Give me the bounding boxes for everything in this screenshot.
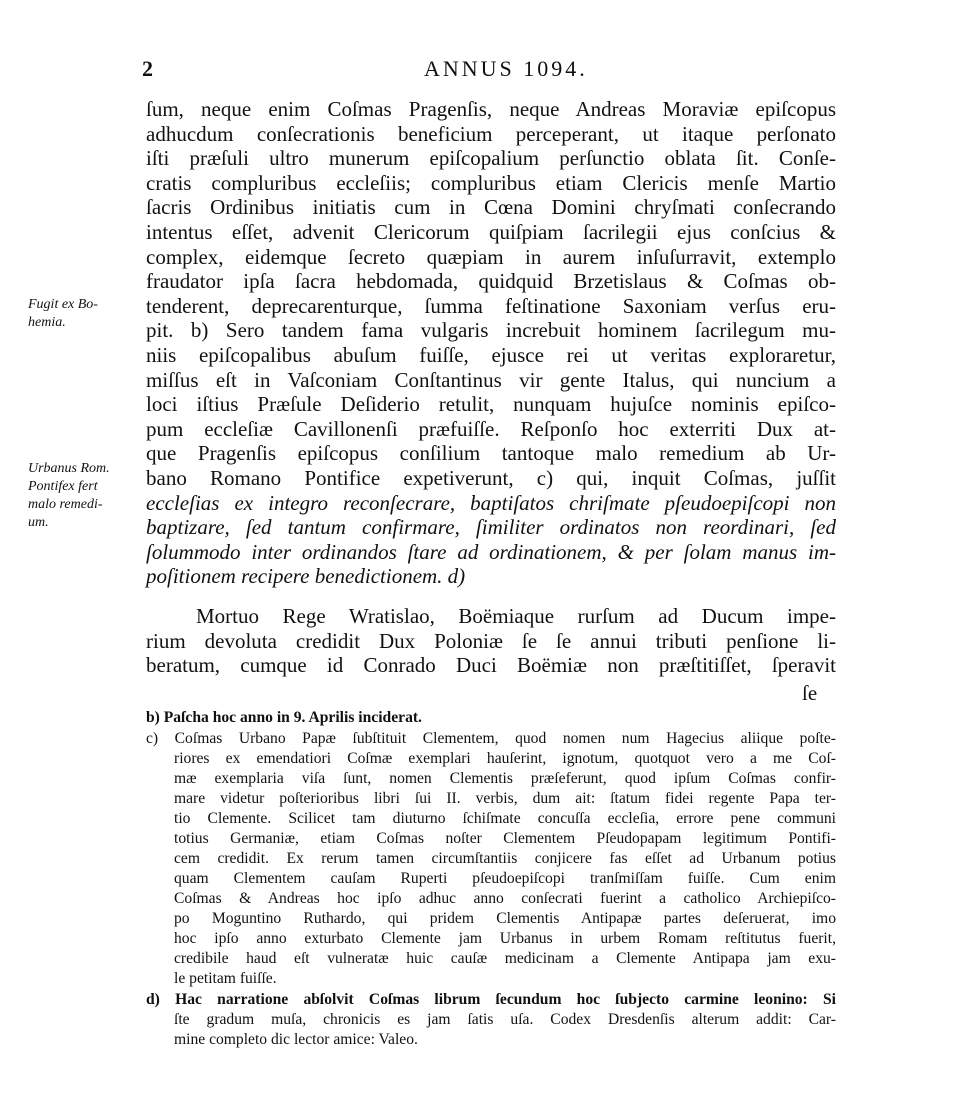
footnote-c xyxy=(146,729,836,989)
footnote-line: riores ex emendatiori Coſmæ exemplari hauſerint, ignotum, quotquot vero a me Coſ- xyxy=(174,750,836,767)
text-line: tenderent, deprecarenturque, ſumma feſtinatione Saxoniam verſus eru- xyxy=(146,293,836,318)
running-title: ANNUS 1094. xyxy=(424,56,588,81)
text-line: niis epiſcopalibus abuſum fuiſſe, ejusce rei ut veritas exploraretur, xyxy=(146,342,836,367)
footnote-line: tio Clemente. Scilicet tam diuturno ſchiſmate concuſſa eccleſia, errore pene communi xyxy=(174,810,836,827)
footnote-line: totius Germaniæ, etiam Coſmas noſter Clementem Pſeudopapam legitimum Pontifi- xyxy=(174,830,836,847)
text-line: ſacris Ordinibus initiatis cum in Cœna Domini chryſmati conſecrando xyxy=(146,195,836,220)
catchword: ſe xyxy=(802,681,818,705)
footnote-line: po Moguntino Ruthardo, qui pridem Clementis Antipapæ partes deſeruerat, imo xyxy=(174,910,836,927)
footnote-line: c) Coſmas Urbano Papæ ſubſtituit Clementem, quod nomen num Hagecius aliique poſte- xyxy=(146,730,836,747)
text-line-italic: eccleſias ex integro reconſecrare, baptiſatos chriſmate pſeudoepiſcopi non xyxy=(146,490,836,515)
text-line: Mortuo Rege Wratislao, Boëmiaque rurſum ad Ducum impe- xyxy=(196,604,836,628)
page-number: 2 xyxy=(142,56,153,81)
second-paragraph xyxy=(146,604,836,678)
main-text xyxy=(146,97,836,589)
text-line: cratis compluribus eccleſiis; compluribus etiam Clericis menſe Martio xyxy=(146,170,836,195)
margin-line: Pontifex fert xyxy=(28,479,98,494)
text-line: miſſus eſt in Vaſconiam Conſtantinus vir gente Italus, qui nuncium a xyxy=(146,367,836,392)
margin-line: malo remedi- xyxy=(28,497,103,512)
text-line-italic: baptizare, ſed tantum confirmare, ſimiliter ordinatos non reordinari, ſed xyxy=(146,515,836,540)
text-line: pit. b) Sero tandem fama vulgaris increbuit hominem ſacrilegum mu- xyxy=(146,318,836,343)
footnote-line: le petitam fuiſſe. xyxy=(174,970,277,987)
text-line: adhucdum conſecrationis beneficium perceperant, ut itaque perſonato xyxy=(146,121,836,146)
footnote-line: hoc ipſo anno exturbato Clemente jam Urbanus in urbem Romam reſtitutus fuerit, xyxy=(174,930,836,947)
footnote-line: credibile haud eſt vulneratæ huic cauſæ medicinam a Clemente Antipapa jam exu- xyxy=(174,950,836,967)
footnote-line: quam Clementem cauſam Ruperti pſeudoepiſcopi tranſmiſſam fuiſſe. Cum enim xyxy=(174,870,836,887)
text-line: fraudator ipſa ſacra hebdomada, quidquid Brzetislaus & Coſmas ob- xyxy=(146,269,836,294)
text-line: bano Romano Pontifice expetiverunt, c) qui, inquit Coſmas, juſſit xyxy=(146,465,836,490)
text-line: beratum, cumque id Conrado Duci Boëmiæ non præſtitiſſet, ſperavit xyxy=(146,653,836,678)
footnote-line: b) Paſcha hoc anno in 9. Aprilis inciderat. xyxy=(146,709,422,726)
text-line: que Pragenſis epiſcopus conſilium tantoque malo remedium ab Ur- xyxy=(146,441,836,466)
footnote-line: d) Hac narratione abſolvit Coſmas librum ſecundum hoc ſubjecto carmine leonino: Si xyxy=(146,991,836,1008)
text-line-italic: poſitionem recipere benedictionem. d) xyxy=(146,564,466,589)
text-line: pum eccleſiæ Cavillonenſi præfuiſſe. Reſponſo hoc exterriti Dux at- xyxy=(146,416,836,441)
margin-line: hemia. xyxy=(28,315,66,330)
text-line-italic: ſolummodo inter ordinandos ſtare ad ordinationem, & per ſolam manus im- xyxy=(146,539,836,564)
text-line: iſti præſuli ultro munerum epiſcopalium perſunctio oblata ſit. Conſe- xyxy=(146,146,836,171)
text-line: ſum, neque enim Coſmas Pragenſis, neque Andreas Moraviæ epiſcopus xyxy=(146,97,836,121)
margin-line: Urbanus Rom. xyxy=(28,461,110,476)
text-line: complex, eidemque ſecreto quæpiam in aurem inſuſurravit, extemplo xyxy=(146,244,836,269)
marginal-note-fugit xyxy=(28,296,143,332)
margin-line: Fugit ex Bo- xyxy=(28,297,98,312)
footnote-line: mæ exemplaria viſa ſunt, nomen Clementis præſeferunt, quod ipſum Coſmas confir- xyxy=(174,770,836,787)
margin-line: um. xyxy=(28,515,49,530)
footnote-line: Coſmas & Andreas hoc ipſo adhuc anno conſecrati fuerint a catholico Archiepiſco- xyxy=(174,890,836,907)
footnote-line: mine completo dic lector amice: Valeo. xyxy=(174,1031,418,1048)
footnote-line: ſte gradum muſa, chronicis es jam ſatis uſa. Codex Dresdenſis alterum addit: Car- xyxy=(174,1011,836,1028)
footnote-line: cem credidit. Ex rerum tamen circumſtantiis conjicere fas eſſet ad Urbanum potius xyxy=(174,850,836,867)
marginal-note-urbanus xyxy=(28,460,143,532)
footnote-d xyxy=(146,990,836,1050)
text-line: loci iſtius Præſule Deſiderio retulit, nunquam hujuſce nominis epiſco- xyxy=(146,392,836,417)
footnote-b xyxy=(146,708,836,728)
text-line: intentus eſſet, advenit Clericorum quiſpiam ſacrilegii ejus conſcius & xyxy=(146,219,836,244)
text-line: rium devoluta credidit Dux Poloniæ ſe ſe annui tributi penſione li- xyxy=(146,628,836,653)
footnote-line: mare videtur poſterioribus libri ſui II. verbis, dum ait: ſtatum fidei regente Papa ter- xyxy=(174,790,836,807)
